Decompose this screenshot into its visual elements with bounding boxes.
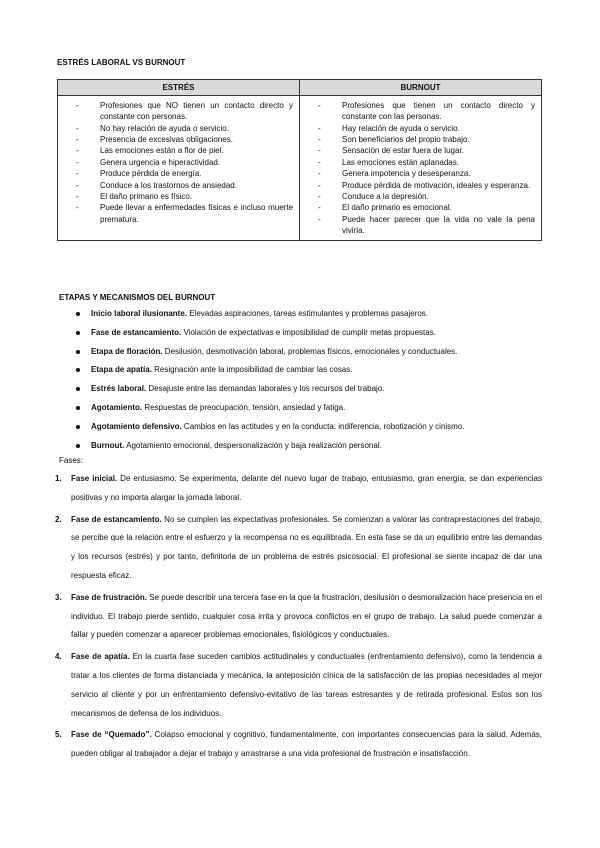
list-item: - Puede llevar a enfermedades físicas e incluso muerte prematura. — [64, 202, 293, 225]
bullet-icon — [76, 350, 80, 354]
list-item — [55, 470, 542, 508]
etapa-text: Agotamiento emocional, despersonalización y baja realización personal. — [124, 440, 382, 450]
etapa-text: Cambios en las actitudes y en la conducta: indiferencia, robotización y cinismo. — [181, 421, 465, 431]
list-item: - Produce pérdida de energía. — [64, 168, 293, 179]
bullet-icon — [76, 444, 80, 448]
etapa-name: Fase de estancamiento. — [91, 327, 182, 337]
fases-list — [55, 470, 542, 767]
list-item — [75, 361, 545, 380]
list-item: - El daño primario es emocional. — [306, 202, 535, 213]
estres-list — [64, 100, 293, 225]
bullet-icon — [76, 312, 80, 316]
document-title: ESTRÉS LABORAL VS BURNOUT — [57, 58, 186, 67]
fase-number: 5. — [55, 730, 62, 740]
fase-text: No se cumplen las expectativas profesionales. Se comienzan a valorar las contraprestaciones del trabajo, se percibe que la relación entre el esfuerzo y la recompensa no es equilibrada. En esta fase se da un equilibrio entre las demandas y los recursos (estrés) y por tanto, definitoria de un problema de estrés psicosocial. El profesional se siente incapaz de dar una respuesta eficaz. — [71, 514, 542, 580]
fase-number: 2. — [55, 514, 62, 524]
fase-number: 4. — [55, 652, 62, 662]
list-item: - Hay relación de ayuda o servicio. — [306, 123, 535, 134]
list-item — [75, 418, 545, 437]
list-item: - Conduce a los trastornos de ansiedad. — [64, 180, 293, 191]
list-item: - Son beneficiarios del propio trabajo. — [306, 134, 535, 145]
etapa-name: Estrés laboral. — [91, 384, 147, 394]
fase-number: 1. — [55, 474, 62, 483]
list-item: - Las emociones están aplanadas. — [306, 157, 535, 168]
etapas-list — [75, 305, 545, 455]
list-item: - Las emociones están a flor de piel. — [64, 145, 293, 156]
list-item — [75, 399, 545, 418]
etapa-name: Burnout. — [91, 440, 125, 450]
list-item: - No hay relación de ayuda o servicio. — [64, 123, 293, 134]
bullet-icon — [76, 368, 80, 372]
bullet-icon — [76, 331, 80, 335]
list-item: - El daño primario es físico. — [64, 191, 293, 202]
list-item: - Profesiones que tienen un contacto directo y constante con las personas. — [306, 100, 535, 123]
bullet-icon — [76, 425, 80, 429]
etapas-heading: ETAPAS Y MECANISMOS DEL BURNOUT — [59, 293, 216, 302]
fase-text: De entusiasmo. Se experimenta, delante del nuevo lugar de trabajo, entusiasmo, gran energía, se dan experiencias positivas y no importa alargar la jornada laboral. — [71, 474, 542, 502]
etapa-name: Agotamiento defensivo. — [91, 421, 182, 431]
bullet-icon — [76, 406, 80, 410]
fase-name: Fase inicial. — [71, 474, 118, 483]
list-item: - Profesiones que NO tienen un contacto directo y constante con personas. — [64, 100, 293, 123]
header-estres: ESTRÉS — [58, 80, 300, 96]
list-item — [75, 343, 545, 362]
list-item: - Sensación de estar fuera de lugar. — [306, 145, 535, 156]
bullet-icon — [76, 387, 80, 391]
list-item — [55, 589, 542, 645]
comparison-table — [57, 79, 542, 241]
fase-name: Fase de apatía. — [71, 652, 130, 662]
etapa-text: Desajuste entre las demandas laborales y los recursos del trabajo. — [146, 384, 385, 394]
etapa-name: Agotamiento. — [91, 402, 143, 412]
list-item — [75, 437, 545, 456]
list-item: - Genera impotencia y desesperanza. — [306, 168, 535, 179]
list-item — [55, 726, 542, 764]
estres-cell — [58, 96, 300, 241]
header-burnout: BURNOUT — [300, 80, 542, 96]
list-item — [75, 305, 545, 324]
etapa-text: Elevadas aspiraciones, tareas estimulantes y problemas pasajeros. — [187, 309, 429, 318]
fase-text: Se puede describir una tercera fase en la que la frustración, desilusión o desmoralización hace presencia en el individuo. El trabajo pierde sentido, cualquier cosa irrita y provoca conflictos en el grupo de trabajo. La salud puede comenzar a fallar y pueden comenzar a aparecer problemas emocionales, fisiológicos y conductuales. — [71, 592, 542, 640]
list-item — [75, 324, 545, 343]
list-item: - Presencia de excesivas obligaciones. — [64, 134, 293, 145]
list-item: - Genera urgencia e hiperactividad. — [64, 157, 293, 168]
etapa-name: Etapa de apatía. — [91, 365, 152, 375]
fase-name: Fase de frustración. — [71, 592, 148, 602]
fase-number: 3. — [55, 592, 62, 602]
fase-text: En la cuarta fase suceden cambios actitudinales y conductuales (enfrentamiento defensivo), como la tendencia a tratar a los clientes de forma distanciada y mecánica, la anteposición cínica de la satisfacción de las propias necesidades al mejor servicio al cliente y por un enfrentamiento defensivo-evitativo de las tareas estresantes y de retirada profesional. Estos son los mecanismos de defensa de los individuos. — [71, 652, 543, 718]
list-item — [75, 380, 545, 399]
fase-name: Fase de estancamiento. — [71, 514, 162, 524]
fase-name: Fase de “Quemado”. — [71, 730, 152, 740]
etapa-text: Resignación ante la imposibilidad de cambiar las cosas. — [151, 365, 353, 375]
burnout-cell — [300, 96, 542, 241]
burnout-list — [306, 100, 535, 236]
etapa-text: Desilusión, desmotivación laboral, problemas físicos, emocionales y conductuales. — [162, 346, 458, 356]
fases-label: Fases: — [59, 456, 84, 465]
etapa-text: Violación de expectativas e imposibilidad de cumplir metas propuestas. — [181, 327, 436, 337]
list-item — [55, 648, 542, 723]
list-item: - Produce pérdida de motivación, ideales y esperanza. — [306, 180, 535, 191]
list-item: - Conduce a la depresión. — [306, 191, 535, 202]
etapa-name: Etapa de floración. — [91, 346, 163, 356]
fase-text: Colapso emocional y cognitivo, fundamentalmente, con importantes consecuencias para la salud. Además, pueden obligar al trabajador a dejar el trabajo y arrastrarse a una vida profesional de frustración e insatisfacción. — [71, 730, 542, 759]
list-item: - Puede hacer parecer que la vida no vale la pena vivirla. — [306, 214, 535, 237]
list-item — [55, 511, 542, 586]
etapa-name: Inicio laboral ilusionante. — [91, 309, 188, 318]
etapa-text: Respuestas de preocupación, tensión, ansiedad y fatiga. — [142, 402, 346, 412]
